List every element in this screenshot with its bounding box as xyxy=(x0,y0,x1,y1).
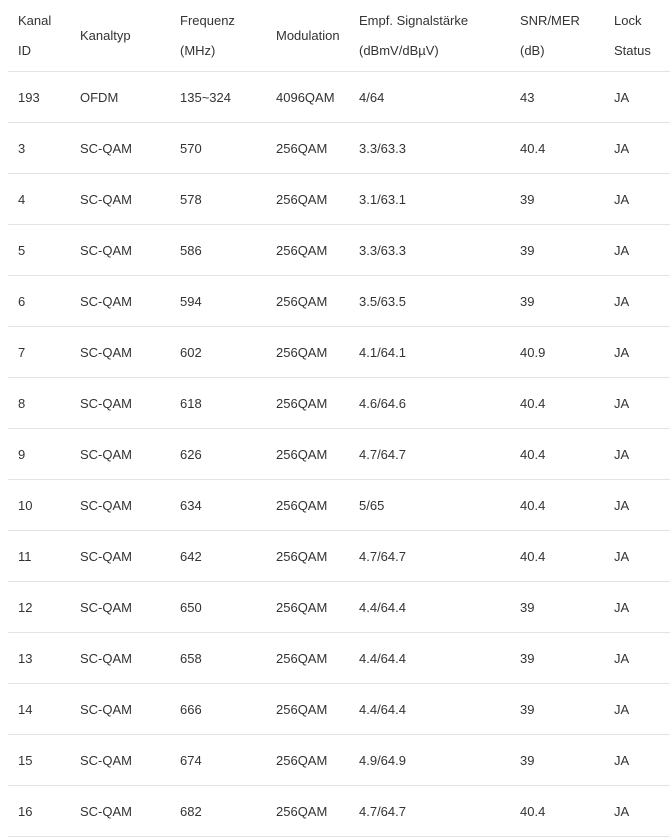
cell-snr-mer: 39 xyxy=(510,684,604,735)
cell-channel-id: 16 xyxy=(8,786,70,837)
cell-frequency: 586 xyxy=(170,225,266,276)
table-row xyxy=(8,174,670,225)
cell-snr-mer: 40.4 xyxy=(510,480,604,531)
cell-channel-type: SC-QAM xyxy=(70,174,170,225)
table-row xyxy=(8,378,670,429)
cell-modulation: 256QAM xyxy=(266,429,349,480)
cell-snr-mer: 40.4 xyxy=(510,429,604,480)
cell-frequency: 578 xyxy=(170,174,266,225)
header-label: Kanal xyxy=(18,12,52,28)
table-row xyxy=(8,225,670,276)
cell-modulation: 256QAM xyxy=(266,276,349,327)
cell-signal-strength: 4.6/64.6 xyxy=(349,378,510,429)
header-label: SNR/MER xyxy=(520,12,580,28)
cell-signal-strength: 5/65 xyxy=(349,480,510,531)
cell-channel-id: 13 xyxy=(8,633,70,684)
header-sublabel: Status xyxy=(614,42,651,58)
cell-frequency: 594 xyxy=(170,276,266,327)
cell-frequency: 626 xyxy=(170,429,266,480)
cell-snr-mer: 43 xyxy=(510,72,604,123)
table-row xyxy=(8,123,670,174)
cell-lock-status: JA xyxy=(604,429,670,480)
cell-snr-mer: 39 xyxy=(510,276,604,327)
cell-channel-id: 11 xyxy=(8,531,70,582)
cell-signal-strength: 4.7/64.7 xyxy=(349,786,510,837)
table-body xyxy=(8,72,670,837)
cell-modulation: 256QAM xyxy=(266,378,349,429)
table-row xyxy=(8,735,670,786)
cell-snr-mer: 40.9 xyxy=(510,327,604,378)
cell-channel-id: 10 xyxy=(8,480,70,531)
cell-signal-strength: 3.3/63.3 xyxy=(349,225,510,276)
header-sublabel: (MHz) xyxy=(180,42,216,58)
cell-signal-strength: 3.3/63.3 xyxy=(349,123,510,174)
table-row xyxy=(8,327,670,378)
header-sublabel: (dB) xyxy=(520,42,545,58)
cell-channel-type: SC-QAM xyxy=(70,327,170,378)
cell-lock-status: JA xyxy=(604,684,670,735)
cell-channel-id: 4 xyxy=(8,174,70,225)
cell-modulation: 256QAM xyxy=(266,735,349,786)
cell-channel-type: SC-QAM xyxy=(70,378,170,429)
cell-channel-id: 193 xyxy=(8,72,70,123)
cell-lock-status: JA xyxy=(604,582,670,633)
header-signal-strength xyxy=(349,0,510,72)
cell-modulation: 256QAM xyxy=(266,633,349,684)
cell-channel-id: 8 xyxy=(8,378,70,429)
cell-signal-strength: 4/64 xyxy=(349,72,510,123)
cell-channel-type: SC-QAM xyxy=(70,480,170,531)
cell-signal-strength: 3.1/63.1 xyxy=(349,174,510,225)
header-snr-mer xyxy=(510,0,604,72)
cell-modulation: 256QAM xyxy=(266,531,349,582)
cell-channel-id: 9 xyxy=(8,429,70,480)
cell-modulation: 256QAM xyxy=(266,174,349,225)
cell-channel-type: SC-QAM xyxy=(70,429,170,480)
cell-modulation: 256QAM xyxy=(266,123,349,174)
header-channel-id xyxy=(8,0,70,72)
cell-snr-mer: 40.4 xyxy=(510,786,604,837)
cell-frequency: 570 xyxy=(170,123,266,174)
cell-channel-type: SC-QAM xyxy=(70,123,170,174)
header-frequency xyxy=(170,0,266,72)
header-label: Empf. Signalstärke xyxy=(359,12,469,28)
cell-signal-strength: 3.5/63.5 xyxy=(349,276,510,327)
header-label: Kanaltyp xyxy=(80,27,131,43)
cell-channel-id: 7 xyxy=(8,327,70,378)
cell-modulation: 256QAM xyxy=(266,327,349,378)
downstream-channel-table xyxy=(8,0,670,837)
cell-channel-id: 3 xyxy=(8,123,70,174)
header-label: Modulation xyxy=(276,27,340,43)
cell-signal-strength: 4.4/64.4 xyxy=(349,684,510,735)
cell-snr-mer: 39 xyxy=(510,633,604,684)
downstream-channel-table-container xyxy=(8,0,670,837)
cell-channel-type: SC-QAM xyxy=(70,684,170,735)
cell-channel-id: 15 xyxy=(8,735,70,786)
cell-modulation: 256QAM xyxy=(266,786,349,837)
table-row xyxy=(8,633,670,684)
cell-channel-id: 5 xyxy=(8,225,70,276)
cell-channel-id: 12 xyxy=(8,582,70,633)
cell-channel-type: SC-QAM xyxy=(70,531,170,582)
table-row xyxy=(8,480,670,531)
cell-snr-mer: 39 xyxy=(510,582,604,633)
cell-snr-mer: 39 xyxy=(510,225,604,276)
cell-signal-strength: 4.4/64.4 xyxy=(349,582,510,633)
cell-lock-status: JA xyxy=(604,786,670,837)
table-row xyxy=(8,72,670,123)
table-row xyxy=(8,429,670,480)
cell-signal-strength: 4.4/64.4 xyxy=(349,633,510,684)
table-row xyxy=(8,684,670,735)
cell-lock-status: JA xyxy=(604,276,670,327)
cell-lock-status: JA xyxy=(604,72,670,123)
cell-snr-mer: 39 xyxy=(510,735,604,786)
header-modulation xyxy=(266,0,349,72)
cell-snr-mer: 40.4 xyxy=(510,378,604,429)
cell-lock-status: JA xyxy=(604,174,670,225)
cell-snr-mer: 39 xyxy=(510,174,604,225)
cell-channel-type: SC-QAM xyxy=(70,786,170,837)
cell-channel-type: SC-QAM xyxy=(70,582,170,633)
cell-channel-type: SC-QAM xyxy=(70,633,170,684)
cell-modulation: 256QAM xyxy=(266,582,349,633)
cell-channel-type: SC-QAM xyxy=(70,276,170,327)
cell-lock-status: JA xyxy=(604,480,670,531)
cell-signal-strength: 4.7/64.7 xyxy=(349,429,510,480)
cell-lock-status: JA xyxy=(604,378,670,429)
cell-frequency: 135~324 xyxy=(170,72,266,123)
cell-lock-status: JA xyxy=(604,633,670,684)
table-header xyxy=(8,0,670,72)
cell-snr-mer: 40.4 xyxy=(510,123,604,174)
cell-frequency: 618 xyxy=(170,378,266,429)
header-label: Lock xyxy=(614,12,642,28)
cell-modulation: 256QAM xyxy=(266,480,349,531)
cell-channel-id: 6 xyxy=(8,276,70,327)
cell-modulation: 4096QAM xyxy=(266,72,349,123)
header-lock-status xyxy=(604,0,670,72)
cell-lock-status: JA xyxy=(604,123,670,174)
cell-frequency: 650 xyxy=(170,582,266,633)
cell-snr-mer: 40.4 xyxy=(510,531,604,582)
cell-frequency: 674 xyxy=(170,735,266,786)
cell-frequency: 666 xyxy=(170,684,266,735)
cell-frequency: 602 xyxy=(170,327,266,378)
cell-lock-status: JA xyxy=(604,735,670,786)
cell-channel-type: SC-QAM xyxy=(70,735,170,786)
header-sublabel: (dBmV/dBµV) xyxy=(359,42,439,58)
cell-lock-status: JA xyxy=(604,225,670,276)
cell-frequency: 682 xyxy=(170,786,266,837)
cell-frequency: 642 xyxy=(170,531,266,582)
cell-modulation: 256QAM xyxy=(266,684,349,735)
cell-channel-id: 14 xyxy=(8,684,70,735)
header-channel-type xyxy=(70,0,170,72)
header-sublabel: ID xyxy=(18,42,31,58)
table-row xyxy=(8,531,670,582)
cell-frequency: 658 xyxy=(170,633,266,684)
cell-channel-type: OFDM xyxy=(70,72,170,123)
cell-lock-status: JA xyxy=(604,531,670,582)
header-label: Frequenz xyxy=(180,12,235,28)
table-row xyxy=(8,276,670,327)
cell-signal-strength: 4.1/64.1 xyxy=(349,327,510,378)
cell-lock-status: JA xyxy=(604,327,670,378)
cell-modulation: 256QAM xyxy=(266,225,349,276)
cell-channel-type: SC-QAM xyxy=(70,225,170,276)
cell-frequency: 634 xyxy=(170,480,266,531)
table-row xyxy=(8,582,670,633)
header-row xyxy=(8,0,670,72)
cell-signal-strength: 4.9/64.9 xyxy=(349,735,510,786)
cell-signal-strength: 4.7/64.7 xyxy=(349,531,510,582)
table-row xyxy=(8,786,670,837)
